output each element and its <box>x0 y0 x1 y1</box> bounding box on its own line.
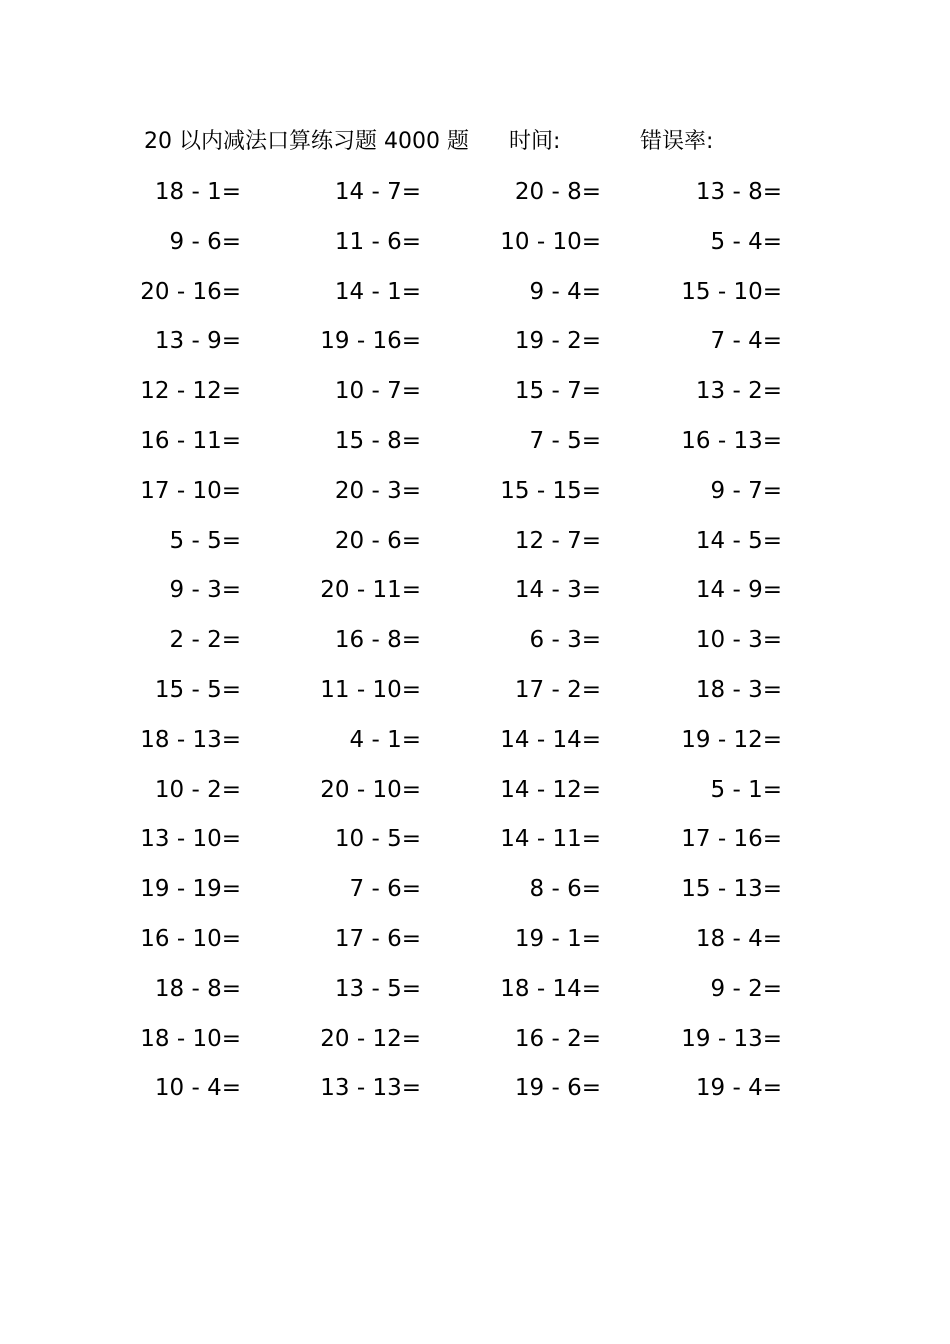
problem-item: 16 - 13= <box>681 427 782 454</box>
problem-item: 20 - 10= <box>320 776 421 803</box>
problem-item: 7 - 6= <box>349 876 421 903</box>
problem-item: 15 - 13= <box>681 876 782 903</box>
problem-item: 18 - 4= <box>695 925 782 952</box>
problem-item: 17 - 16= <box>681 826 782 853</box>
problem-row <box>0 819 950 869</box>
problem-row <box>0 1068 950 1118</box>
problem-item: 15 - 5= <box>154 676 241 703</box>
problem-item: 16 - 11= <box>140 427 241 454</box>
problem-item: 15 - 10= <box>681 278 782 305</box>
problem-item: 13 - 13= <box>320 1075 421 1102</box>
problem-item: 15 - 8= <box>334 427 421 454</box>
problem-row <box>0 720 950 770</box>
problem-item: 19 - 1= <box>514 925 601 952</box>
problem-item: 7 - 5= <box>529 427 601 454</box>
problem-item: 16 - 8= <box>334 627 421 654</box>
problem-row <box>0 371 950 421</box>
problem-item: 6 - 3= <box>529 627 601 654</box>
problem-item: 4 - 1= <box>349 726 421 753</box>
problem-item: 10 - 5= <box>334 826 421 853</box>
problem-item: 5 - 5= <box>169 527 241 554</box>
problem-item: 17 - 2= <box>514 676 601 703</box>
problem-item: 18 - 14= <box>500 975 601 1002</box>
worksheet-title: 20 以内减法口算练习题 4000 题 <box>144 129 469 154</box>
problem-row <box>0 620 950 670</box>
error-rate-label: 错误率: <box>640 129 714 154</box>
problem-grid <box>0 172 950 1118</box>
problem-item: 15 - 15= <box>500 477 601 504</box>
problem-item: 19 - 19= <box>140 876 241 903</box>
problem-item: 18 - 3= <box>695 676 782 703</box>
problem-item: 14 - 3= <box>514 577 601 604</box>
problem-row <box>0 869 950 919</box>
problem-item: 17 - 10= <box>140 477 241 504</box>
problem-item: 13 - 5= <box>334 975 421 1002</box>
problem-item: 11 - 6= <box>334 228 421 255</box>
problem-item: 8 - 6= <box>529 876 601 903</box>
problem-item: 17 - 6= <box>334 925 421 952</box>
problem-item: 10 - 4= <box>154 1075 241 1102</box>
problem-item: 14 - 14= <box>500 726 601 753</box>
problem-item: 18 - 8= <box>154 975 241 1002</box>
problem-row <box>0 521 950 571</box>
problem-item: 9 - 7= <box>710 477 782 504</box>
problem-item: 9 - 2= <box>710 975 782 1002</box>
problem-item: 10 - 7= <box>334 378 421 405</box>
problem-item: 19 - 6= <box>514 1075 601 1102</box>
problem-item: 9 - 3= <box>169 577 241 604</box>
problem-item: 14 - 12= <box>500 776 601 803</box>
problem-item: 14 - 9= <box>695 577 782 604</box>
problem-item: 19 - 13= <box>681 1025 782 1052</box>
problem-row <box>0 570 950 620</box>
problem-item: 13 - 8= <box>695 179 782 205</box>
problem-row <box>0 172 950 222</box>
problem-item: 20 - 12= <box>320 1025 421 1052</box>
problem-item: 13 - 2= <box>695 378 782 405</box>
problem-row <box>0 969 950 1019</box>
problem-item: 10 - 10= <box>500 228 601 255</box>
problem-item: 14 - 5= <box>695 527 782 554</box>
problem-item: 14 - 11= <box>500 826 601 853</box>
problem-item: 2 - 2= <box>169 627 241 654</box>
time-label: 时间: <box>509 129 561 154</box>
problem-row <box>0 770 950 820</box>
problem-item: 14 - 1= <box>334 278 421 305</box>
problem-item: 5 - 1= <box>710 776 782 803</box>
problem-row <box>0 471 950 521</box>
problem-item: 19 - 2= <box>514 328 601 355</box>
problem-row <box>0 919 950 969</box>
problem-item: 19 - 16= <box>320 328 421 355</box>
problem-item: 9 - 4= <box>529 278 601 305</box>
problem-item: 10 - 2= <box>154 776 241 803</box>
problem-item: 13 - 9= <box>154 328 241 355</box>
problem-row <box>0 272 950 322</box>
problem-item: 5 - 4= <box>710 228 782 255</box>
problem-item: 12 - 7= <box>514 527 601 554</box>
problem-item: 10 - 3= <box>695 627 782 654</box>
problem-item: 16 - 10= <box>140 925 241 952</box>
problem-item: 20 - 3= <box>334 477 421 504</box>
problem-row <box>0 421 950 471</box>
problem-row <box>0 670 950 720</box>
problem-item: 11 - 10= <box>320 676 421 703</box>
problem-item: 19 - 4= <box>695 1075 782 1102</box>
problem-item: 14 - 7= <box>334 179 421 205</box>
problem-item: 20 - 11= <box>320 577 421 604</box>
problem-item: 20 - 16= <box>140 278 241 305</box>
problem-item: 20 - 8= <box>514 179 601 205</box>
problem-item: 18 - 1= <box>154 179 241 205</box>
problem-item: 9 - 6= <box>169 228 241 255</box>
problem-item: 16 - 2= <box>514 1025 601 1052</box>
problem-item: 7 - 4= <box>710 328 782 355</box>
problem-item: 15 - 7= <box>514 378 601 405</box>
problem-row <box>0 1019 950 1069</box>
problem-item: 13 - 10= <box>140 826 241 853</box>
problem-item: 18 - 13= <box>140 726 241 753</box>
worksheet-header <box>0 124 950 160</box>
problem-item: 18 - 10= <box>140 1025 241 1052</box>
problem-item: 19 - 12= <box>681 726 782 753</box>
problem-item: 20 - 6= <box>334 527 421 554</box>
problem-item: 12 - 12= <box>140 378 241 405</box>
problem-row <box>0 321 950 371</box>
problem-row <box>0 222 950 272</box>
